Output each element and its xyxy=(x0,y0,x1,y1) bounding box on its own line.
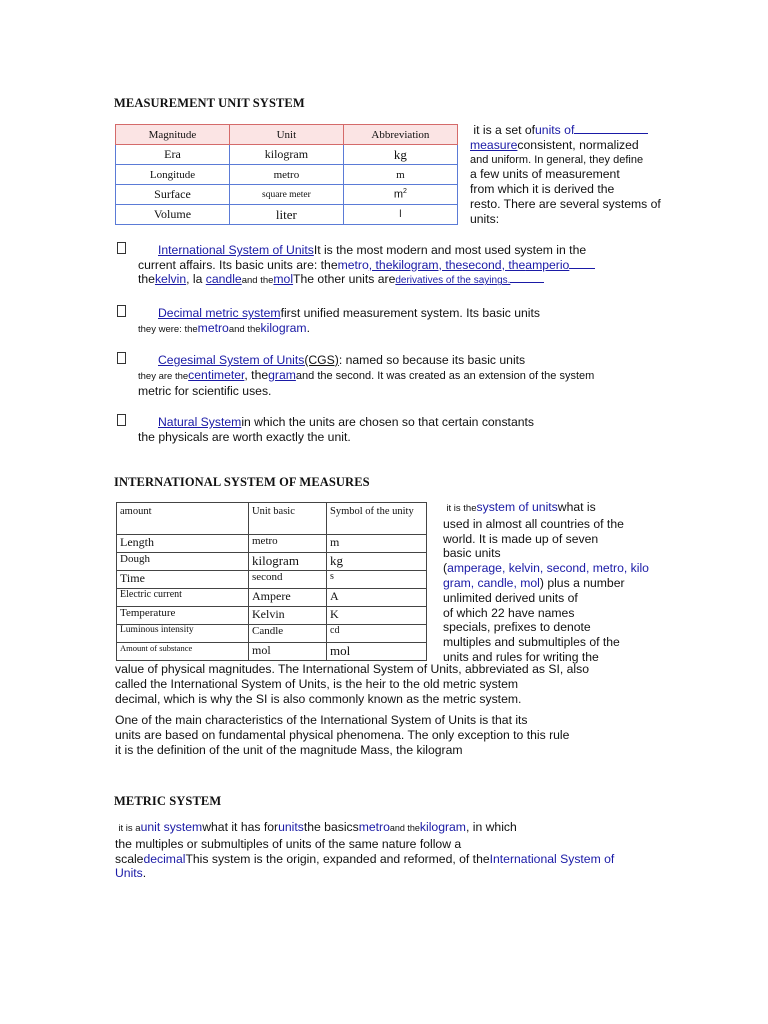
text: , the xyxy=(244,367,269,382)
international-system-link[interactable]: Units xyxy=(115,866,143,881)
bullet-box-icon xyxy=(117,242,126,254)
table-header: amount xyxy=(117,503,249,535)
international-system-link[interactable]: International System of xyxy=(489,851,615,866)
bullet-item xyxy=(117,305,637,337)
superscript: 2 xyxy=(403,188,407,196)
bullet-box-icon xyxy=(117,305,126,317)
text: resto. There are several systems of xyxy=(470,196,661,211)
kilogram-link[interactable]: kilogram xyxy=(392,257,439,272)
table-row xyxy=(116,205,458,225)
text: consistent, normalized xyxy=(517,137,639,152)
text: what it has for xyxy=(202,820,279,834)
text: The other units are xyxy=(293,272,396,287)
intro-paragraph xyxy=(470,123,700,227)
cgs-link[interactable]: Cegesimal System of Units xyxy=(158,353,305,367)
text: it is a xyxy=(118,823,141,834)
text: the xyxy=(138,272,155,287)
text: , the xyxy=(438,257,463,272)
table-row xyxy=(117,553,427,571)
table-cell: metro xyxy=(229,165,343,185)
text: , the xyxy=(501,257,526,272)
international-system-link[interactable]: International System of Units xyxy=(158,243,314,257)
text: basic units xyxy=(443,546,501,561)
table-header: Unit xyxy=(229,125,343,145)
unit-symbol: m xyxy=(393,188,404,201)
table-cell: Ampere xyxy=(249,589,327,607)
metro-link[interactable]: metro xyxy=(337,257,369,272)
table-cell: Length xyxy=(117,535,249,553)
text: , in which xyxy=(465,820,517,834)
text: , the xyxy=(368,257,393,272)
metric-paragraph xyxy=(115,820,675,881)
units-of-measure-link[interactable]: units of xyxy=(535,123,575,137)
decimal-metric-link[interactable]: Decimal metric system xyxy=(158,306,281,320)
table-row xyxy=(117,589,427,607)
candle-link[interactable]: candle xyxy=(205,272,242,287)
text: and the xyxy=(241,275,274,287)
second-link[interactable]: second xyxy=(462,257,502,272)
text: : named so because its basic units xyxy=(338,353,526,367)
text: , la xyxy=(186,272,206,287)
text: the basics xyxy=(303,820,359,834)
underline-blank xyxy=(569,258,595,269)
table-row xyxy=(117,643,427,661)
bullet-item xyxy=(117,352,677,399)
table-cell: Volume xyxy=(116,205,230,225)
text: . xyxy=(306,320,310,335)
text: they are the xyxy=(138,370,189,382)
table-cell: Candle xyxy=(249,625,327,643)
table-cell: Amount of substance xyxy=(117,643,249,661)
text: multiples and submultiples of the xyxy=(443,635,620,650)
text: called the International System of Units, is the heir to the old metric system xyxy=(115,676,519,691)
underline-blank xyxy=(574,123,648,134)
centimeter-link[interactable]: centimeter xyxy=(188,367,245,382)
section-heading: INTERNATIONAL SYSTEM OF MEASURES xyxy=(114,475,370,489)
table-row xyxy=(116,165,458,185)
unit-system-link[interactable]: unit system xyxy=(140,820,203,834)
text: and uniform. In general, they define xyxy=(470,153,644,166)
table-header: Symbol of the unity xyxy=(327,503,427,535)
text: metric for scientific uses. xyxy=(138,384,272,399)
text: it is a set of xyxy=(473,123,536,137)
table-header: Magnitude xyxy=(116,125,230,145)
table-row xyxy=(117,607,427,625)
text: (CGS) xyxy=(304,353,339,367)
table-cell: l xyxy=(343,205,457,225)
text: It is the most modern and most used system in the xyxy=(313,243,587,257)
table-cell: metro xyxy=(249,535,327,553)
mol-link[interactable]: mol xyxy=(273,272,294,287)
table-cell: cd xyxy=(327,625,427,643)
text: current affairs. Its basic units are: the xyxy=(138,257,338,272)
table-row xyxy=(116,145,458,165)
table-cell: Temperature xyxy=(117,607,249,625)
text: and the second. It was created as an extension of the system xyxy=(295,369,595,382)
text: specials, prefixes to denote xyxy=(443,620,591,635)
text: units are based on fundamental physical phenomena. The only exception to this rule xyxy=(115,727,570,742)
section-heading: METRIC SYSTEM xyxy=(114,794,222,808)
table-cell: Dough xyxy=(117,553,249,571)
text: and the xyxy=(228,323,261,335)
metro-link[interactable]: metro xyxy=(197,320,229,335)
table-cell: liter xyxy=(229,205,343,225)
table-cell: Longitude xyxy=(116,165,230,185)
table-cell: mol xyxy=(327,643,427,661)
si-units-table xyxy=(116,502,427,661)
underline-blank xyxy=(510,272,544,283)
table-row xyxy=(117,625,427,643)
system-of-units-link[interactable]: system of units xyxy=(476,500,558,514)
text: the physicals are worth exactly the unit. xyxy=(138,429,351,444)
text: ) plus a number xyxy=(539,575,625,590)
text: ( xyxy=(443,561,448,576)
kilogram-link[interactable]: kilogram xyxy=(419,820,466,834)
text: from which it is derived the xyxy=(470,182,615,197)
table-cell: square meter xyxy=(229,185,343,205)
text: of which 22 have names xyxy=(443,605,575,620)
table-cell: kg xyxy=(327,553,427,571)
derivatives-link[interactable]: derivatives of the sayings. xyxy=(395,275,511,287)
table-cell xyxy=(343,185,457,205)
table-cell: K xyxy=(327,607,427,625)
section-heading: MEASUREMENT UNIT SYSTEM xyxy=(114,96,305,110)
text: scale xyxy=(115,851,144,866)
text: in which the units are chosen so that certain constants xyxy=(241,415,534,429)
text: a few units of measurement xyxy=(470,167,620,182)
decimal-link[interactable]: decimal xyxy=(143,851,186,866)
gram-link[interactable]: gram xyxy=(268,367,296,382)
text: unlimited derived units of xyxy=(443,590,578,605)
kelvin-link[interactable]: kelvin xyxy=(154,272,187,287)
text: world. It is made up of seven xyxy=(443,531,599,546)
text: it is the xyxy=(446,503,477,514)
metro-link[interactable]: metro xyxy=(358,820,390,834)
measurement-unit-table xyxy=(115,124,458,225)
table-cell: kilogram xyxy=(249,553,327,571)
text: what is xyxy=(557,500,596,514)
base-units-link[interactable]: amperage, kelvin, second, metro, kilo xyxy=(447,561,649,576)
text: used in almost all countries of the xyxy=(443,516,624,531)
text: One of the main characteristics of the International System of Units is that its xyxy=(115,713,528,727)
text: value of physical magnitudes. The International System of Units, abbreviated as SI, also xyxy=(115,662,589,676)
bullet-box-icon xyxy=(117,352,126,364)
table-cell: Kelvin xyxy=(249,607,327,625)
base-units-link[interactable]: gram, candle, mol xyxy=(443,575,540,590)
text: units: xyxy=(470,211,500,226)
bullet-box-icon xyxy=(117,414,126,426)
table-cell: kg xyxy=(343,145,457,165)
table-cell: Time xyxy=(117,571,249,589)
bullet-item xyxy=(117,414,637,444)
text: units and rules for writing the xyxy=(443,649,599,664)
text: . xyxy=(142,866,147,881)
table-cell: m xyxy=(343,165,457,185)
table-header: Abbreviation xyxy=(343,125,457,145)
text: they were: the xyxy=(138,323,198,335)
bullet-item xyxy=(117,242,637,289)
table-cell: Era xyxy=(116,145,230,165)
table-row xyxy=(117,571,427,589)
natural-system-link[interactable]: Natural System xyxy=(158,415,242,429)
measure-link[interactable]: measure xyxy=(470,137,518,152)
table-cell: A xyxy=(327,589,427,607)
ampere-link[interactable]: amperio xyxy=(525,257,570,272)
table-cell: second xyxy=(249,571,327,589)
table-header: Unit basic xyxy=(249,503,327,535)
text: and the xyxy=(389,823,420,833)
table-cell: mol xyxy=(249,643,327,661)
table-cell: Electric current xyxy=(117,589,249,607)
table-cell: Luminous intensity xyxy=(117,625,249,643)
text: first unified measurement system. Its basic units xyxy=(280,306,540,320)
table-row xyxy=(116,185,458,205)
text: it is the definition of the unit of the magnitude Mass, the kilogram xyxy=(115,742,463,757)
text: the multiples or submultiples of units of the same nature follow a xyxy=(115,836,462,851)
text: This system is the origin, expanded and reformed, of the xyxy=(185,851,490,866)
text: decimal, which is why the SI is also commonly known as the metric system. xyxy=(115,691,522,706)
table-cell: s xyxy=(327,571,427,589)
units-link[interactable]: units xyxy=(278,820,304,834)
table-cell: m xyxy=(327,535,427,553)
table-cell: Surface xyxy=(116,185,230,205)
table-row xyxy=(117,535,427,553)
si-paragraph-2 xyxy=(115,713,675,757)
table-cell: kilogram xyxy=(229,145,343,165)
si-paragraph xyxy=(115,662,675,706)
kilogram-link[interactable]: kilogram xyxy=(260,320,307,335)
si-side-paragraph xyxy=(443,500,693,665)
